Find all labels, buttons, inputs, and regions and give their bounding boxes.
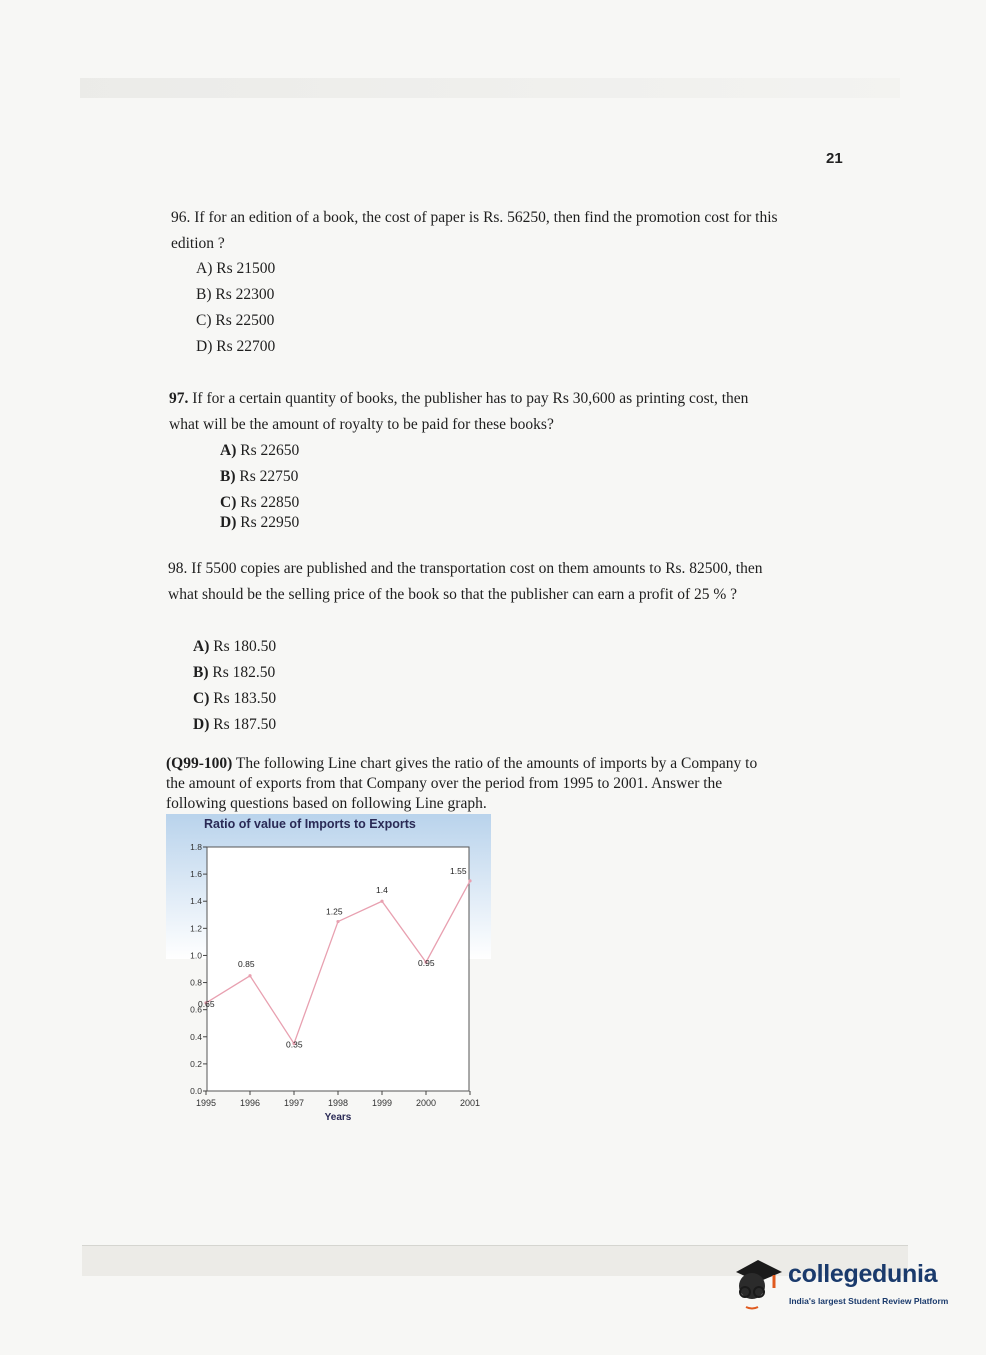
y-tick-label: 1.8 <box>190 842 202 852</box>
intro-line3: following questions based on following Line graph. <box>166 795 487 812</box>
x-tick-label: 2001 <box>459 1098 481 1108</box>
y-tick-label: 0.4 <box>190 1031 202 1042</box>
x-tick-label: 1999 <box>371 1098 393 1108</box>
option-c <box>196 312 274 330</box>
question-number: 98. <box>168 560 188 577</box>
x-axis <box>196 1091 480 1108</box>
option-letter: C) <box>196 312 212 329</box>
intro-line2: the amount of exports from that Company over the period from 1995 to 2001. Answer the <box>166 775 723 792</box>
data-label: 1.25 <box>326 906 343 917</box>
collegedunia-logo <box>728 1250 958 1320</box>
intro-label: (Q99-100) <box>166 755 233 772</box>
option-b <box>220 468 298 486</box>
data-label: 0.35 <box>286 1039 303 1050</box>
data-label: 0.65 <box>198 998 215 1009</box>
option-b <box>193 664 275 682</box>
option-text: Rs 22500 <box>215 312 275 329</box>
option-letter: D) <box>193 716 210 733</box>
data-label: 0.95 <box>418 958 435 969</box>
question-number: 96. <box>171 209 191 226</box>
y-tick-label: 1.2 <box>190 923 202 934</box>
x-axis-title: Years <box>324 1112 352 1123</box>
intro-line1: The following Line chart gives the ratio of the amounts of imports by a Company to <box>235 755 758 772</box>
question-97 <box>169 386 748 438</box>
option-a <box>196 260 275 278</box>
option-letter: B) <box>220 468 236 485</box>
logo-mascot-icon <box>728 1250 788 1320</box>
option-letter: D) <box>196 338 213 355</box>
option-letter: A) <box>196 260 213 277</box>
chart-canvas <box>166 814 491 1134</box>
option-text: Rs 22750 <box>239 468 299 485</box>
data-point <box>380 900 383 903</box>
top-scan-shadow <box>80 78 900 98</box>
option-text: Rs 21500 <box>216 260 276 277</box>
x-tick-label: 1998 <box>327 1098 349 1108</box>
plot-area <box>207 847 469 1091</box>
question-text-line2: edition ? <box>171 235 225 252</box>
option-letter: B) <box>196 286 212 303</box>
x-tick-label: 2000 <box>415 1098 437 1108</box>
question-text-line2: what should be the selling price of the book so that the publisher can earn a profit of 25 % ? <box>168 586 738 603</box>
option-b <box>196 286 274 304</box>
option-d <box>196 338 275 356</box>
option-text: Rs 22950 <box>240 514 300 531</box>
logo-wordmark: collegedunia <box>788 1260 938 1288</box>
y-tick-label: 1.0 <box>190 950 202 961</box>
chart-title: Ratio of value of Imports to Exports <box>204 817 416 831</box>
x-tick-label: 1997 <box>283 1098 305 1108</box>
page-number: 21 <box>826 150 843 167</box>
y-tick-label: 1.6 <box>190 869 202 880</box>
x-tick-label: 1996 <box>239 1098 261 1108</box>
option-c <box>193 690 276 708</box>
question-text-line1: If 5500 copies are published and the transportation cost on them amounts to Rs. 82500, then <box>191 560 763 577</box>
data-label: 1.55 <box>450 865 467 876</box>
question-text-line1: If for a certain quantity of books, the publisher has to pay Rs 30,600 as printing cost, then <box>192 390 749 407</box>
data-label: 1.4 <box>376 885 388 896</box>
question-96 <box>171 205 778 257</box>
option-letter: C) <box>220 494 237 511</box>
option-text: Rs 183.50 <box>213 690 277 707</box>
option-letter: A) <box>193 638 210 655</box>
data-label: 0.85 <box>238 958 255 969</box>
option-text: Rs 22300 <box>215 286 275 303</box>
chart-intro <box>166 754 757 814</box>
y-tick-label: 0.6 <box>190 1004 202 1015</box>
y-tick-label: 0.8 <box>190 977 202 988</box>
option-text: Rs 22700 <box>216 338 276 355</box>
option-text: Rs 182.50 <box>212 664 276 681</box>
option-letter: D) <box>220 514 237 531</box>
option-text: Rs 22850 <box>240 494 300 511</box>
x-tick-label: 1995 <box>195 1098 217 1108</box>
question-text-line2: what will be the amount of royalty to be paid for these books? <box>169 416 554 433</box>
option-text: Rs 187.50 <box>213 716 277 733</box>
option-d <box>193 716 276 734</box>
option-c <box>220 494 299 512</box>
option-a <box>193 638 276 656</box>
line-chart <box>166 814 491 1134</box>
data-point <box>336 920 339 923</box>
option-letter: A) <box>220 442 237 459</box>
y-tick-label: 1.4 <box>190 896 202 907</box>
question-number: 97. <box>169 390 189 407</box>
option-d <box>220 514 299 532</box>
y-tick-label: 0.0 <box>190 1086 202 1096</box>
option-a <box>220 442 299 460</box>
data-point <box>468 879 471 882</box>
logo-tagline: India's largest Student Review Platform <box>789 1296 949 1306</box>
option-letter: C) <box>193 690 210 707</box>
y-tick-label: 0.2 <box>190 1058 202 1069</box>
data-point <box>248 974 251 977</box>
option-text: Rs 22650 <box>240 442 300 459</box>
question-98 <box>168 556 763 608</box>
option-letter: B) <box>193 664 209 681</box>
option-text: Rs 180.50 <box>213 638 277 655</box>
question-text-line1: If for an edition of a book, the cost of paper is Rs. 56250, then find the promotion cost for this <box>194 209 778 226</box>
